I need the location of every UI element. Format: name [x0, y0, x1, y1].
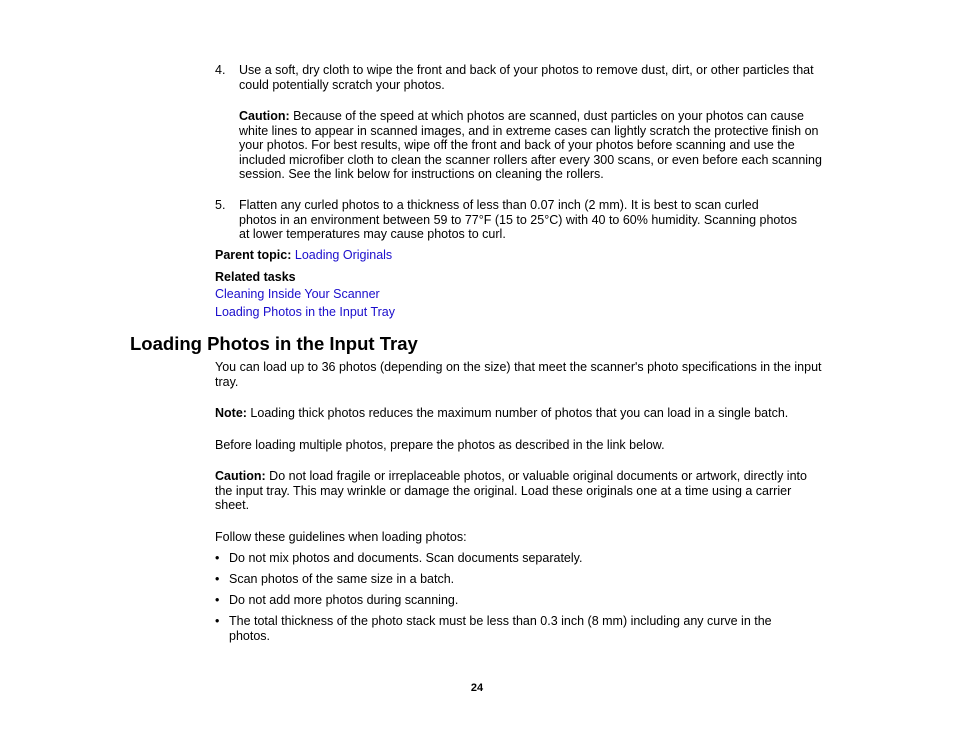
bullet-glyph: •	[215, 551, 220, 565]
section-note	[215, 406, 825, 421]
note-label: Note:	[215, 406, 247, 420]
related-task-link-loading-photos[interactable]: Loading Photos in the Input Tray	[215, 305, 395, 319]
step-4-text: Use a soft, dry cloth to wipe the front and back of your photos to remove dust, dirt, or other particles that could potentially scratch your photos.	[239, 63, 814, 92]
list-item: Do not add more photos during scanning.	[229, 593, 459, 607]
caution-text: Because of the speed at which photos are scanned, dust particles on your photos can cause white lines to appear in scanned images, and in extreme cases can lightly scratch the protective finish on your photos. For best results, wipe off the front and back of your photos before scanning and use the included microfiber cloth to clean the scanner rollers after every 300 scans, or even before each scanning session. See the link below for instructions on cleaning the rollers.	[239, 109, 822, 182]
bullet-glyph: •	[215, 572, 220, 586]
section-before: Before loading multiple photos, prepare the photos as described in the link below.	[215, 438, 665, 452]
section-intro: You can load up to 36 photos (depending on the size) that meet the scanner's photo specifications in the input tray.	[215, 360, 822, 389]
page-number: 24	[470, 682, 484, 694]
list-item: Scan photos of the same size in a batch.	[229, 572, 455, 586]
step-5-number: 5.	[215, 198, 226, 212]
section-caution-text: Do not load fragile or irreplaceable photos, or valuable original documents or artwork, directly into the input tray. This may wrinkle or damage the original. Load these originals one at a time using a carrier sheet.	[215, 469, 807, 513]
section-caution-label: Caution:	[215, 469, 266, 483]
parent-topic	[215, 248, 815, 263]
step-4-caution	[239, 109, 824, 182]
step-4-number: 4.	[215, 63, 226, 77]
bullet-glyph: •	[215, 614, 220, 628]
caution-label: Caution:	[239, 109, 290, 123]
guidelines-intro: Follow these guidelines when loading photos:	[215, 530, 467, 544]
section-title: Loading Photos in the Input Tray	[130, 333, 418, 354]
related-tasks-heading: Related tasks	[215, 270, 296, 284]
list-item: The total thickness of the photo stack must be less than 0.3 inch (8 mm) including any curve in the photos.	[229, 614, 772, 643]
related-task-link-cleaning[interactable]: Cleaning Inside Your Scanner	[215, 287, 380, 301]
step-5-text: Flatten any curled photos to a thickness of less than 0.07 inch (2 mm). It is best to scan curled photos in an environment between 59 to 77°F (15 to 25°C) with 40 to 60% humidity. Scanning photos at lower temperatures may cause photos to curl.	[239, 198, 798, 242]
bullet-glyph: •	[215, 593, 220, 607]
link-loading-originals[interactable]: Loading Originals	[294, 248, 393, 262]
list-item: Do not mix photos and documents. Scan documents separately.	[229, 551, 583, 565]
note-text: Loading thick photos reduces the maximum number of photos that you can load in a single batch.	[246, 406, 789, 420]
parent-topic-label: Parent topic:	[215, 248, 292, 262]
section-caution	[215, 469, 825, 513]
